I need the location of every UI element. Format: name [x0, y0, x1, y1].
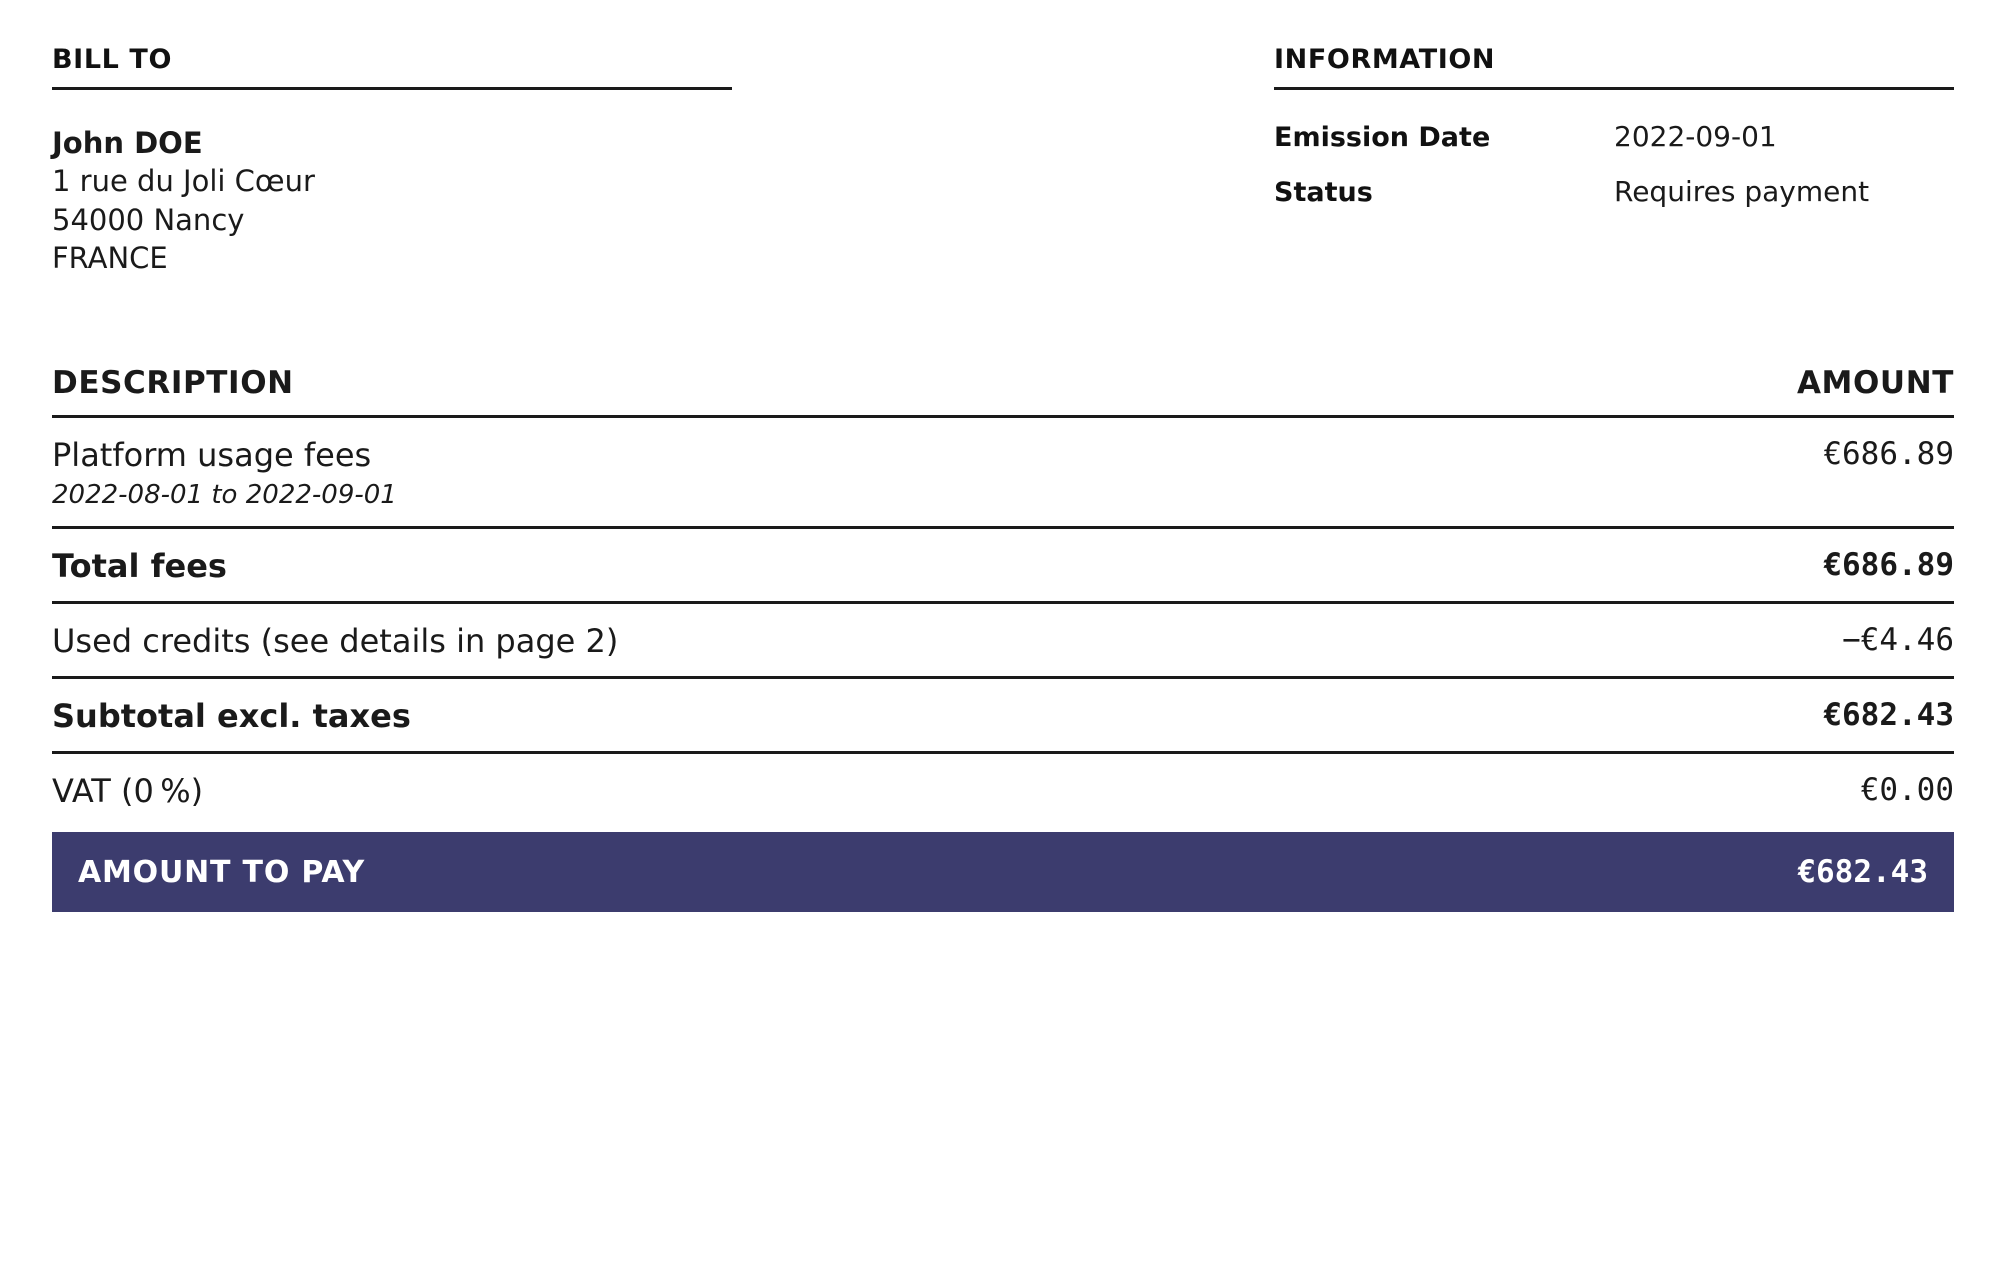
line-item-description [52, 436, 397, 510]
information-rows [1274, 90, 1954, 208]
line-item-amount: €686.89 [1823, 436, 1954, 473]
total-fees-amount: €686.89 [1823, 547, 1954, 584]
column-header-description: DESCRIPTION [52, 365, 294, 402]
total-fees-label: Total fees [52, 547, 227, 586]
line-items-table [52, 365, 1954, 912]
vat-label: VAT (0 %) [52, 772, 204, 811]
bill-to-section [52, 44, 732, 277]
status-value: Requires payment [1614, 175, 1870, 208]
information-row [1274, 175, 1954, 208]
subtotal-amount: €682.43 [1823, 697, 1954, 734]
bill-to-address [52, 90, 732, 277]
subtotal-label: Subtotal excl. taxes [52, 697, 411, 736]
bill-to-heading: BILL TO [52, 44, 173, 75]
table-row [52, 676, 1954, 751]
table-header [52, 365, 1954, 415]
line-item-title: Platform usage fees [52, 436, 372, 475]
used-credits-label: Used credits (see details in page 2) [52, 622, 619, 661]
bill-to-address-line1: 1 rue du Joli Cœur [52, 164, 315, 199]
status-label: Status [1274, 177, 1373, 208]
column-header-amount: AMOUNT [1796, 365, 1954, 402]
invoice-header-block [52, 0, 1954, 277]
table-row [52, 751, 1954, 826]
bill-to-address-line2: 54000 Nancy [52, 202, 245, 237]
information-heading: INFORMATION [1274, 44, 1496, 75]
vat-amount: €0.00 [1860, 772, 1954, 809]
amount-to-pay-value: €682.43 [1797, 854, 1928, 891]
table-row [52, 526, 1954, 601]
amount-to-pay-bar [52, 832, 1954, 912]
emission-date-label: Emission Date [1274, 122, 1491, 153]
line-item-period: 2022-08-01 to 2022-09-01 [52, 480, 397, 511]
table-row [52, 601, 1954, 676]
used-credits-amount: −€4.46 [1842, 622, 1954, 659]
information-row [1274, 120, 1954, 153]
table-row [52, 415, 1954, 526]
information-section [1274, 44, 1954, 277]
amount-to-pay-label: AMOUNT TO PAY [78, 854, 366, 890]
emission-date-value: 2022-09-01 [1614, 120, 1777, 153]
bill-to-name: John DOE [52, 126, 203, 160]
bill-to-country: FRANCE [52, 240, 168, 275]
